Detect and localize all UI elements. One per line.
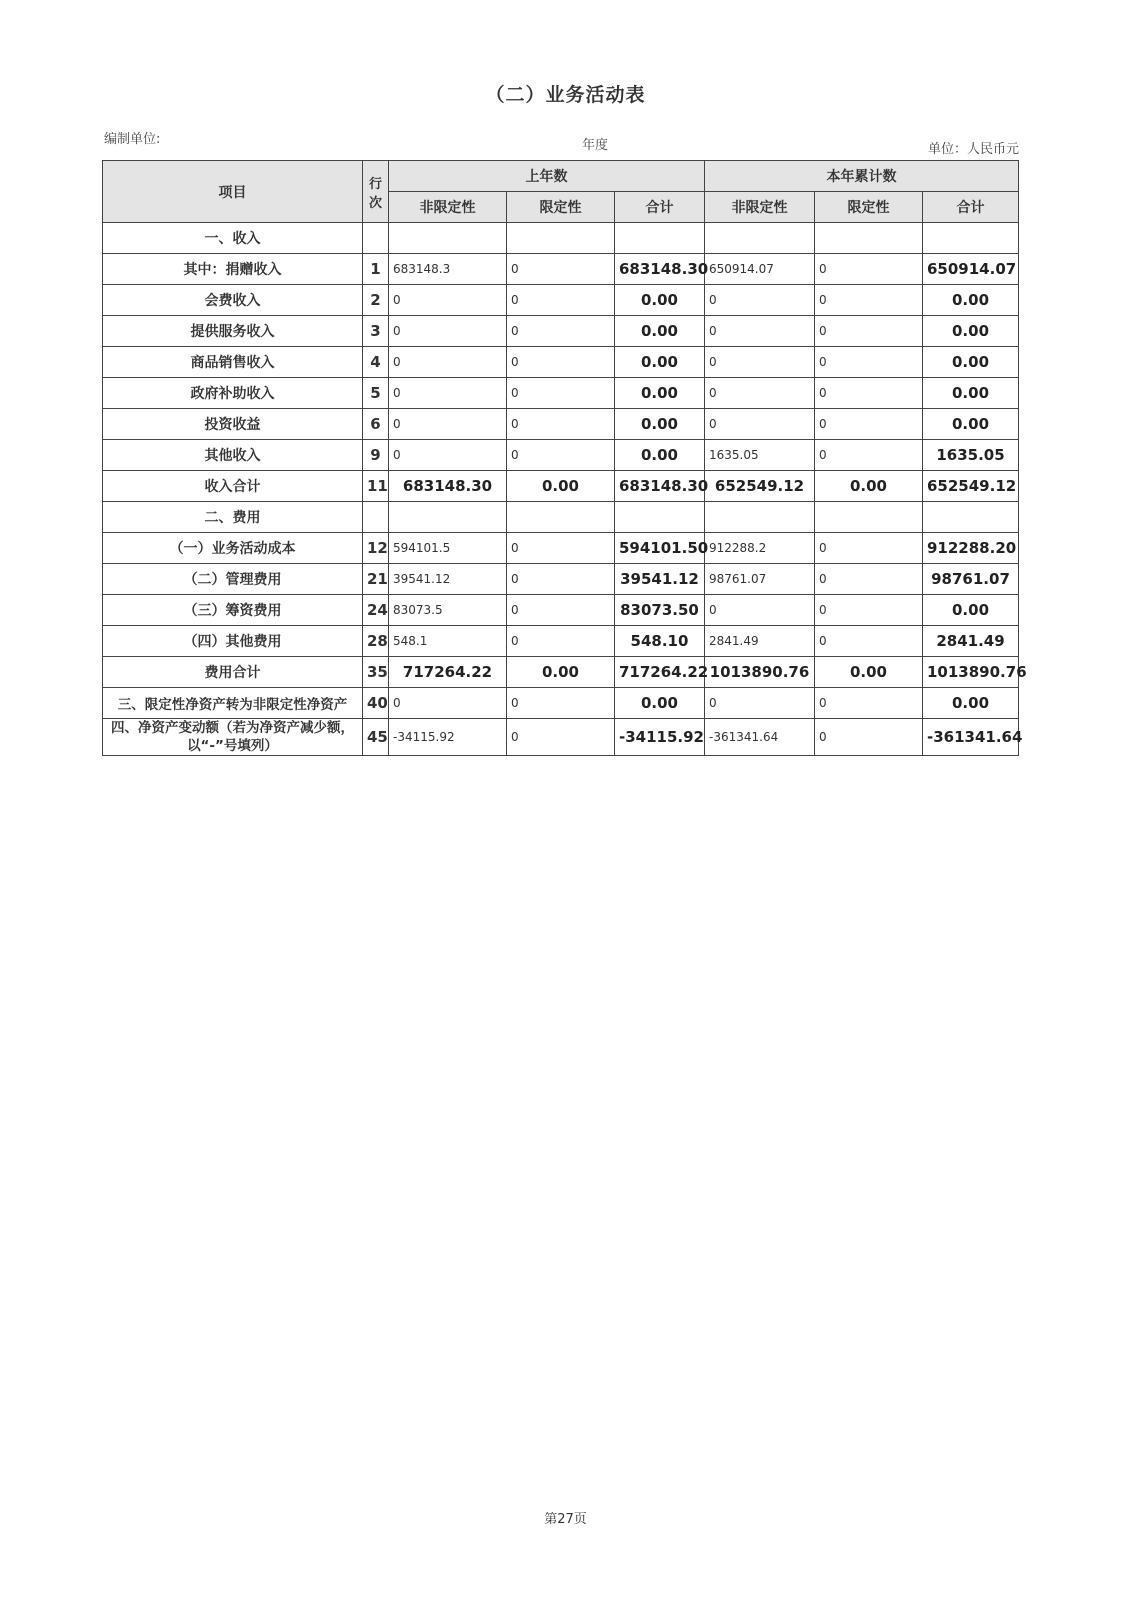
cur-restricted-cell: 0.00 — [815, 471, 923, 502]
row-item-label: 费用合计 — [103, 657, 363, 688]
row-line-number: 4 — [363, 347, 389, 378]
cur-restricted-cell: 0 — [815, 440, 923, 471]
cur-restricted-cell: 0 — [815, 378, 923, 409]
page-number: 第27页 — [544, 1512, 587, 1527]
cur-total-cell — [923, 502, 1019, 533]
prev-total-cell: 0.00 — [615, 688, 705, 719]
cur-restricted-cell: 0 — [815, 688, 923, 719]
row-item-label: （一）业务活动成本 — [103, 533, 363, 564]
prev-unrestricted-cell — [389, 223, 507, 254]
cur-unrestricted-cell: 1635.05 — [705, 440, 815, 471]
cur-unrestricted-cell: 1013890.76 — [705, 657, 815, 688]
prev-restricted-cell: 0 — [507, 626, 615, 657]
cur-restricted-cell: 0 — [815, 626, 923, 657]
prev-total-cell: 683148.30 — [615, 471, 705, 502]
row-item-label: 四、净资产变动额（若为净资产减少额，以“-”号填列） — [103, 719, 363, 756]
prev-total-cell: 683148.30 — [615, 254, 705, 285]
row-line-number: 24 — [363, 595, 389, 626]
prev-total-cell: 0.00 — [615, 285, 705, 316]
prev-unrestricted-cell: 0 — [389, 378, 507, 409]
prev-total-cell: 0.00 — [615, 409, 705, 440]
prev-unrestricted-cell: 683148.3 — [389, 254, 507, 285]
row-item-label: 提供服务收入 — [103, 316, 363, 347]
prev-total-cell: 83073.50 — [615, 595, 705, 626]
row-line-number: 11 — [363, 471, 389, 502]
prev-unrestricted-cell: 0 — [389, 316, 507, 347]
cur-total-cell: 0.00 — [923, 688, 1019, 719]
table-row — [103, 502, 1019, 533]
prev-restricted-cell: 0 — [507, 254, 615, 285]
table-row — [103, 626, 1019, 657]
compiler-label: 编制单位: — [104, 132, 161, 147]
prev-unrestricted-cell: 548.1 — [389, 626, 507, 657]
table-row — [103, 254, 1019, 285]
prev-unrestricted-cell: 39541.12 — [389, 564, 507, 595]
table-row — [103, 471, 1019, 502]
prev-unrestricted-cell: 0 — [389, 347, 507, 378]
prev-restricted-cell: 0 — [507, 316, 615, 347]
prev-total-cell — [615, 223, 705, 254]
cur-unrestricted-cell: 0 — [705, 378, 815, 409]
cur-unrestricted-cell — [705, 502, 815, 533]
cur-unrestricted-cell: 650914.07 — [705, 254, 815, 285]
table-row — [103, 719, 1019, 756]
prev-unrestricted-cell: 0 — [389, 285, 507, 316]
cur-unrestricted-cell: 0 — [705, 409, 815, 440]
row-item-label: 政府补助收入 — [103, 378, 363, 409]
cur-total-cell: 0.00 — [923, 595, 1019, 626]
table-row — [103, 223, 1019, 254]
cur-total-cell: 0.00 — [923, 409, 1019, 440]
cur-unrestricted-cell: 912288.2 — [705, 533, 815, 564]
prev-unrestricted-cell: 0 — [389, 688, 507, 719]
table-row — [103, 564, 1019, 595]
prev-total-cell: 39541.12 — [615, 564, 705, 595]
prev-unrestricted-cell: -34115.92 — [389, 719, 507, 756]
cur-restricted-cell: 0 — [815, 719, 923, 756]
cur-restricted-cell: 0 — [815, 564, 923, 595]
header-cur-year: 本年累计数 — [705, 161, 1019, 192]
table-row — [103, 595, 1019, 626]
cur-unrestricted-cell: -361341.64 — [705, 719, 815, 756]
row-item-label: 其他收入 — [103, 440, 363, 471]
cur-total-cell: -361341.64 — [923, 719, 1019, 756]
cur-restricted-cell: 0.00 — [815, 657, 923, 688]
table-row — [103, 378, 1019, 409]
row-line-number: 2 — [363, 285, 389, 316]
prev-total-cell: 594101.50 — [615, 533, 705, 564]
cur-restricted-cell: 0 — [815, 316, 923, 347]
prev-restricted-cell: 0.00 — [507, 471, 615, 502]
cur-total-cell: 1635.05 — [923, 440, 1019, 471]
row-line-number: 9 — [363, 440, 389, 471]
year-label: 年度 — [582, 138, 609, 153]
header-prev-restricted: 限定性 — [507, 192, 615, 223]
row-line-number: 6 — [363, 409, 389, 440]
prev-restricted-cell: 0 — [507, 688, 615, 719]
cur-restricted-cell: 0 — [815, 254, 923, 285]
cur-unrestricted-cell: 0 — [705, 347, 815, 378]
prev-total-cell: 0.00 — [615, 378, 705, 409]
prev-unrestricted-cell: 0 — [389, 440, 507, 471]
cur-total-cell: 1013890.76 — [923, 657, 1019, 688]
prev-restricted-cell: 0 — [507, 409, 615, 440]
prev-total-cell: 0.00 — [615, 347, 705, 378]
row-line-number: 12 — [363, 533, 389, 564]
cur-total-cell: 0.00 — [923, 316, 1019, 347]
header-prev-unrestricted: 非限定性 — [389, 192, 507, 223]
prev-restricted-cell: 0 — [507, 719, 615, 756]
row-item-label: 一、收入 — [103, 223, 363, 254]
cur-restricted-cell: 0 — [815, 533, 923, 564]
table-row — [103, 440, 1019, 471]
row-item-label: 二、费用 — [103, 502, 363, 533]
cur-total-cell — [923, 223, 1019, 254]
table-row — [103, 409, 1019, 440]
prev-restricted-cell: 0 — [507, 564, 615, 595]
header-item: 项目 — [103, 161, 363, 223]
row-item-label: 会费收入 — [103, 285, 363, 316]
cur-unrestricted-cell: 98761.07 — [705, 564, 815, 595]
row-line-number: 45 — [363, 719, 389, 756]
prev-total-cell: 548.10 — [615, 626, 705, 657]
prev-unrestricted-cell: 717264.22 — [389, 657, 507, 688]
cur-total-cell: 2841.49 — [923, 626, 1019, 657]
row-line-number: 35 — [363, 657, 389, 688]
prev-unrestricted-cell — [389, 502, 507, 533]
currency-unit-label: 单位：人民币元 — [927, 142, 1019, 157]
activity-statement-table — [102, 160, 1027, 756]
prev-unrestricted-cell: 594101.5 — [389, 533, 507, 564]
header-cur-total: 合计 — [923, 192, 1019, 223]
prev-total-cell: -34115.92 — [615, 719, 705, 756]
prev-restricted-cell — [507, 502, 615, 533]
prev-unrestricted-cell: 683148.30 — [389, 471, 507, 502]
prev-total-cell: 0.00 — [615, 440, 705, 471]
row-item-label: （四）其他费用 — [103, 626, 363, 657]
cur-total-cell: 912288.20 — [923, 533, 1019, 564]
row-item-label: 商品销售收入 — [103, 347, 363, 378]
cur-restricted-cell: 0 — [815, 285, 923, 316]
row-item-label: （三）筹资费用 — [103, 595, 363, 626]
table-row — [103, 688, 1019, 719]
cur-restricted-cell — [815, 502, 923, 533]
cur-restricted-cell: 0 — [815, 409, 923, 440]
prev-restricted-cell: 0 — [507, 285, 615, 316]
header-cur-unrestricted: 非限定性 — [705, 192, 815, 223]
row-line-number — [363, 223, 389, 254]
row-item-label: 其中：捐赠收入 — [103, 254, 363, 285]
cur-restricted-cell: 0 — [815, 595, 923, 626]
prev-unrestricted-cell: 83073.5 — [389, 595, 507, 626]
prev-unrestricted-cell: 0 — [389, 409, 507, 440]
cur-unrestricted-cell: 0 — [705, 595, 815, 626]
cur-unrestricted-cell — [705, 223, 815, 254]
cur-restricted-cell: 0 — [815, 347, 923, 378]
cur-unrestricted-cell: 0 — [705, 688, 815, 719]
cur-unrestricted-cell: 0 — [705, 285, 815, 316]
table-row — [103, 285, 1019, 316]
prev-restricted-cell: 0 — [507, 440, 615, 471]
row-item-label: （二）管理费用 — [103, 564, 363, 595]
cur-unrestricted-cell: 0 — [705, 316, 815, 347]
cur-unrestricted-cell: 652549.12 — [705, 471, 815, 502]
prev-restricted-cell: 0 — [507, 595, 615, 626]
prev-total-cell: 717264.22 — [615, 657, 705, 688]
row-item-label: 收入合计 — [103, 471, 363, 502]
row-line-number: 28 — [363, 626, 389, 657]
table-row — [103, 316, 1019, 347]
prev-total-cell: 0.00 — [615, 316, 705, 347]
prev-restricted-cell: 0 — [507, 533, 615, 564]
table-row — [103, 347, 1019, 378]
row-item-label: 三、限定性净资产转为非限定性净资产 — [103, 688, 363, 719]
prev-restricted-cell: 0 — [507, 378, 615, 409]
header-line: 行次 — [363, 161, 389, 223]
header-cur-restricted: 限定性 — [815, 192, 923, 223]
row-line-number — [363, 502, 389, 533]
prev-restricted-cell — [507, 223, 615, 254]
header-prev-year: 上年数 — [389, 161, 705, 192]
row-line-number: 5 — [363, 378, 389, 409]
cur-total-cell: 650914.07 — [923, 254, 1019, 285]
prev-total-cell — [615, 502, 705, 533]
prev-restricted-cell: 0.00 — [507, 657, 615, 688]
cur-total-cell: 98761.07 — [923, 564, 1019, 595]
row-line-number: 3 — [363, 316, 389, 347]
table-row — [103, 657, 1019, 688]
cur-total-cell: 652549.12 — [923, 471, 1019, 502]
cur-total-cell: 0.00 — [923, 378, 1019, 409]
cur-restricted-cell — [815, 223, 923, 254]
prev-restricted-cell: 0 — [507, 347, 615, 378]
row-line-number: 40 — [363, 688, 389, 719]
cur-total-cell: 0.00 — [923, 285, 1019, 316]
header-prev-total: 合计 — [615, 192, 705, 223]
row-line-number: 21 — [363, 564, 389, 595]
cur-total-cell: 0.00 — [923, 347, 1019, 378]
row-line-number: 1 — [363, 254, 389, 285]
table-row — [103, 533, 1019, 564]
row-item-label: 投资收益 — [103, 409, 363, 440]
cur-unrestricted-cell: 2841.49 — [705, 626, 815, 657]
report-title: （二）业务活动表 — [485, 84, 646, 106]
